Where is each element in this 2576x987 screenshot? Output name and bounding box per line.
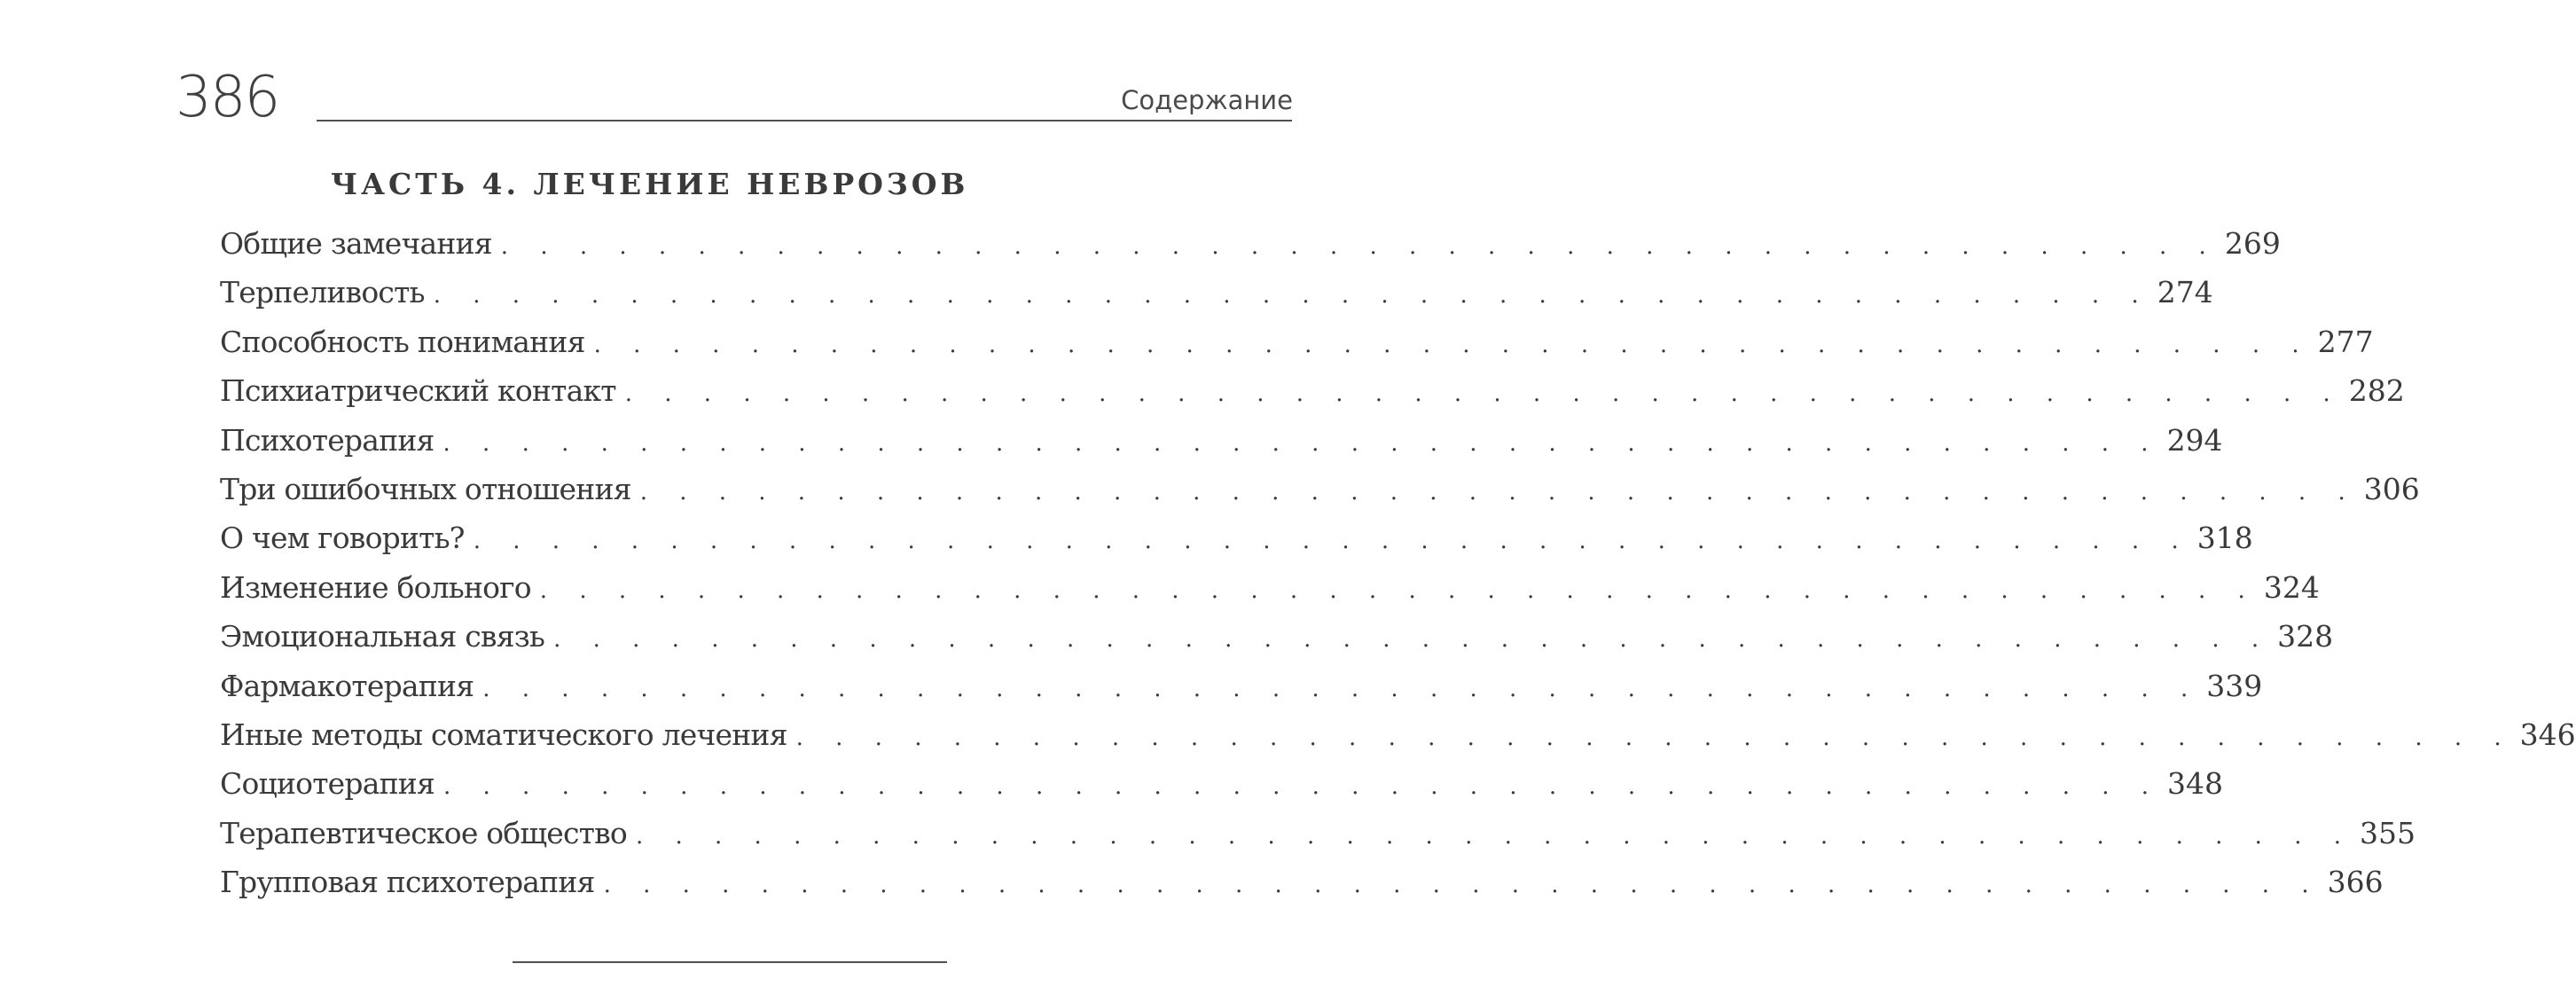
toc-entry-page: 318 <box>2196 521 2253 556</box>
page-number: 386 <box>176 65 279 130</box>
toc-entry-page: 294 <box>2166 422 2223 458</box>
toc-entry <box>220 373 2405 422</box>
toc-leader: . . . . . . . . . . . . . . . . . . . . . . . . . . . . . . . . . . . . . . . . . . . . <box>795 724 2514 751</box>
toc-entry-page: 277 <box>2317 324 2374 359</box>
part-title: ЧАСТЬ 4. ЛЕЧЕНИЕ НЕВРОЗОВ <box>331 167 969 201</box>
toc-entry-title: Иные методы соматического лечения <box>220 717 787 752</box>
toc-entry-title: О чем говорить? <box>220 521 465 556</box>
toc-leader: . . . . . . . . . . . . . . . . . . . . . . . . . . . . . . . . . . . . . . . . . . . . <box>553 626 2272 654</box>
table-of-contents <box>220 226 2576 913</box>
header-rule <box>317 120 1292 121</box>
toc-leader: . . . . . . . . . . . . . . . . . . . . . . . . . . . . . . . . . . . . . . . . . . . . <box>603 872 2322 899</box>
running-head: Содержание <box>1121 85 1293 115</box>
toc-leader: . . . . . . . . . . . . . . . . . . . . . . . . . . . . . . . . . . . . . . . . . . . . <box>443 773 2162 801</box>
toc-entry-page: 355 <box>2360 815 2415 850</box>
toc-entry-title: Способность понимания <box>220 324 585 359</box>
toc-entry <box>220 226 2281 275</box>
toc-leader: . . . . . . . . . . . . . . . . . . . . . . . . . . . . . . . . . . . . . . . . . . . . <box>442 429 2161 457</box>
toc-entry <box>220 569 2320 619</box>
toc-entry-title: Терапевтическое общество <box>220 815 627 850</box>
toc-entry-page: 306 <box>2363 471 2420 506</box>
toc-entry-page: 282 <box>2348 373 2405 409</box>
toc-entry-title: Терпеливость <box>220 275 425 310</box>
toc-entry <box>220 766 2224 815</box>
toc-entry <box>220 275 2213 324</box>
toc-leader: . . . . . . . . . . . . . . . . . . . . . . . . . . . . . . . . . . . . . . . . . . . . <box>639 478 2358 505</box>
toc-entry-title: Изменение больного <box>220 569 531 605</box>
toc-entry-title: Фармакотерапия <box>220 668 474 703</box>
toc-entry <box>220 324 2374 373</box>
toc-entry-page: 346 <box>2519 717 2576 752</box>
toc-entry-title: Психотерапия <box>220 422 435 458</box>
toc-entry-page: 274 <box>2157 275 2213 310</box>
toc-entry-title: Социотерапия <box>220 766 435 802</box>
footer-rule <box>513 961 947 963</box>
toc-entry-title: Эмоциональная связь <box>220 619 545 654</box>
toc-leader: . . . . . . . . . . . . . . . . . . . . . . . . . . . . . . . . . . . . . . . . . . . . <box>433 282 2151 309</box>
toc-entry-page: 324 <box>2263 569 2320 605</box>
toc-entry-title: Групповая психотерапия <box>220 865 595 900</box>
toc-entry-page: 348 <box>2167 766 2224 802</box>
toc-entry-page: 328 <box>2277 619 2334 654</box>
toc-entry-page: 269 <box>2224 226 2281 261</box>
toc-entry-title: Психиатрический контакт <box>220 373 616 409</box>
toc-entry <box>220 619 2334 668</box>
toc-entry-page: 339 <box>2206 668 2263 703</box>
toc-leader: . . . . . . . . . . . . . . . . . . . . . . . . . . . . . . . . . . . . . . . . . . . . <box>624 380 2343 408</box>
toc-entry-title: Общие замечания <box>220 226 492 261</box>
toc-leader: . . . . . . . . . . . . . . . . . . . . . . . . . . . . . . . . . . . . . . . . . . . . <box>539 576 2258 604</box>
toc-leader: . . . . . . . . . . . . . . . . . . . . . . . . . . . . . . . . . . . . . . . . . . . . <box>473 528 2191 555</box>
toc-entry <box>220 668 2263 717</box>
toc-entry <box>220 471 2420 521</box>
toc-entry <box>220 865 2384 913</box>
toc-leader: . . . . . . . . . . . . . . . . . . . . . . . . . . . . . . . . . . . . . . . . . . . . <box>593 331 2312 358</box>
toc-entry-page: 366 <box>2327 865 2384 900</box>
toc-entry-title: Три ошибочных отношения <box>220 471 631 506</box>
toc-leader: . . . . . . . . . . . . . . . . . . . . . . . . . . . . . . . . . . . . . . . . . . . . <box>500 233 2219 260</box>
toc-entry <box>220 815 2415 865</box>
toc-leader: . . . . . . . . . . . . . . . . . . . . . . . . . . . . . . . . . . . . . . . . . . . . <box>482 675 2201 702</box>
toc-entry <box>220 422 2223 472</box>
toc-leader: . . . . . . . . . . . . . . . . . . . . . . . . . . . . . . . . . . . . . . . . . . . . <box>635 822 2353 850</box>
toc-entry <box>220 717 2576 766</box>
toc-entry <box>220 521 2253 569</box>
